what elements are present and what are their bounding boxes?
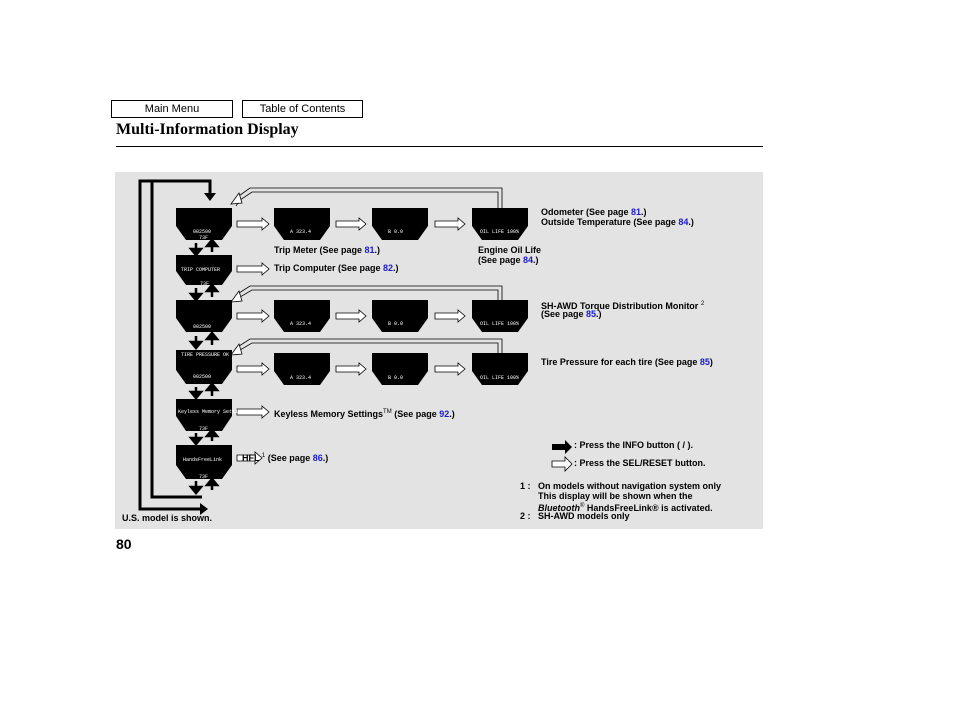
trip-meter-page-link[interactable]: 81 — [364, 245, 375, 255]
shawd-b-reading: B 0.0 — [388, 321, 404, 327]
shawd-odo: 002500 — [193, 324, 212, 330]
table-of-contents-button[interactable]: Table of Contents — [242, 100, 363, 118]
tire-a-reading: A 323.4 — [290, 375, 312, 381]
shawd-oil-reading: OIL LIFE 100% — [480, 321, 520, 327]
hfl-page-link[interactable]: 86 — [312, 453, 323, 463]
odometer-label: Odometer (See page 81.) — [541, 207, 647, 217]
outside-temp-page-link[interactable]: 84 — [678, 217, 689, 227]
screen-oil-life — [472, 208, 528, 240]
keyless-screen-text: Keyless Memory Settings — [178, 409, 248, 415]
hfl-screen-text: HandsFreeLink — [183, 457, 223, 463]
main-menu-button[interactable]: Main Menu — [111, 100, 233, 118]
screen-trip-a — [274, 208, 330, 240]
engine-oil-page-link[interactable]: 84 — [523, 255, 534, 265]
legend-info: : Press the INFO button ( / ). — [574, 440, 693, 450]
legend-sel: : Press the SEL/RESET button. — [574, 458, 706, 468]
page-number: 80 — [116, 536, 132, 552]
page-title: Multi-Information Display — [116, 121, 299, 138]
info-arrow-icon — [552, 440, 572, 454]
trip-computer-label: Trip Computer (See page 82.) — [274, 263, 399, 273]
screen-shawd-a — [274, 300, 330, 332]
trip-computer-page-link[interactable]: 82 — [383, 263, 394, 273]
outside-temp-label: Outside Temperature (See page 84.) — [541, 217, 694, 227]
tire-page-link[interactable]: 85 — [699, 357, 710, 367]
note-1-line3: Bluetooth® HandsFreeLink® is activated. — [538, 503, 713, 513]
trip-computer-text: TRIP COMPUTER — [181, 267, 221, 273]
odometer-page-link[interactable]: 81 — [631, 207, 642, 217]
sel-arrow-icon — [552, 457, 572, 471]
screen-trip-b — [372, 208, 428, 240]
note-2-num: 2 : — [520, 511, 531, 521]
tire-oil-reading: OIL LIFE 100% — [480, 375, 520, 381]
hfl-temp: 73F — [199, 474, 209, 480]
legend-icons — [552, 440, 572, 471]
oil-life-reading: OIL LIFE 100% — [480, 229, 520, 235]
tire-odo: 002500 — [193, 374, 212, 380]
trip-meter-label: Trip Meter (See page 81.) — [274, 245, 381, 255]
shawd-label: SH-AWD Torque Distribution Monitor $^2$ — [541, 301, 705, 311]
tire-label: Tire Pressure for each tire (See page 85) — [541, 357, 713, 367]
shawd-a-reading: A 323.4 — [290, 321, 312, 327]
temp-reading: 73F — [199, 235, 209, 241]
screen-shawd-b — [372, 300, 428, 332]
shawd-page-link[interactable]: 85 — [586, 309, 597, 319]
tire-pressure-text: TIRE PRESSURE OK — [181, 352, 230, 358]
engine-oil-label: Engine Oil Life — [478, 245, 542, 255]
note-1-line1: On models without navigation system only — [538, 481, 722, 491]
shawd-see: (See page 85.) — [541, 309, 602, 319]
trip-a-reading: A 323.4 — [290, 229, 312, 235]
keyless-label: Keyless Memory Settings™ (See page 92.) — [274, 409, 455, 419]
screen-shawd-oil — [472, 300, 528, 332]
keyless-temp: 73F — [199, 426, 209, 432]
note-1-num: 1 : — [520, 481, 531, 491]
loop-arrow-head — [204, 193, 216, 201]
trip-b-reading: B 0.0 — [388, 229, 404, 235]
tc-temp: 73F — [200, 281, 210, 287]
engine-oil-see: (See page 84.) — [478, 255, 539, 265]
note-1-line2: This display will be shown when the — [538, 491, 693, 501]
note-2-text: SH-AWD models only — [538, 511, 630, 521]
us-model-note: U.S. model is shown. — [122, 513, 213, 523]
hfl-label: HFL $^1$ (See page 86.) — [242, 453, 329, 463]
odo-reading: 002500 — [193, 229, 212, 235]
tire-b-reading: B 0.0 — [388, 375, 404, 381]
keyless-page-link[interactable]: 92 — [439, 409, 450, 419]
